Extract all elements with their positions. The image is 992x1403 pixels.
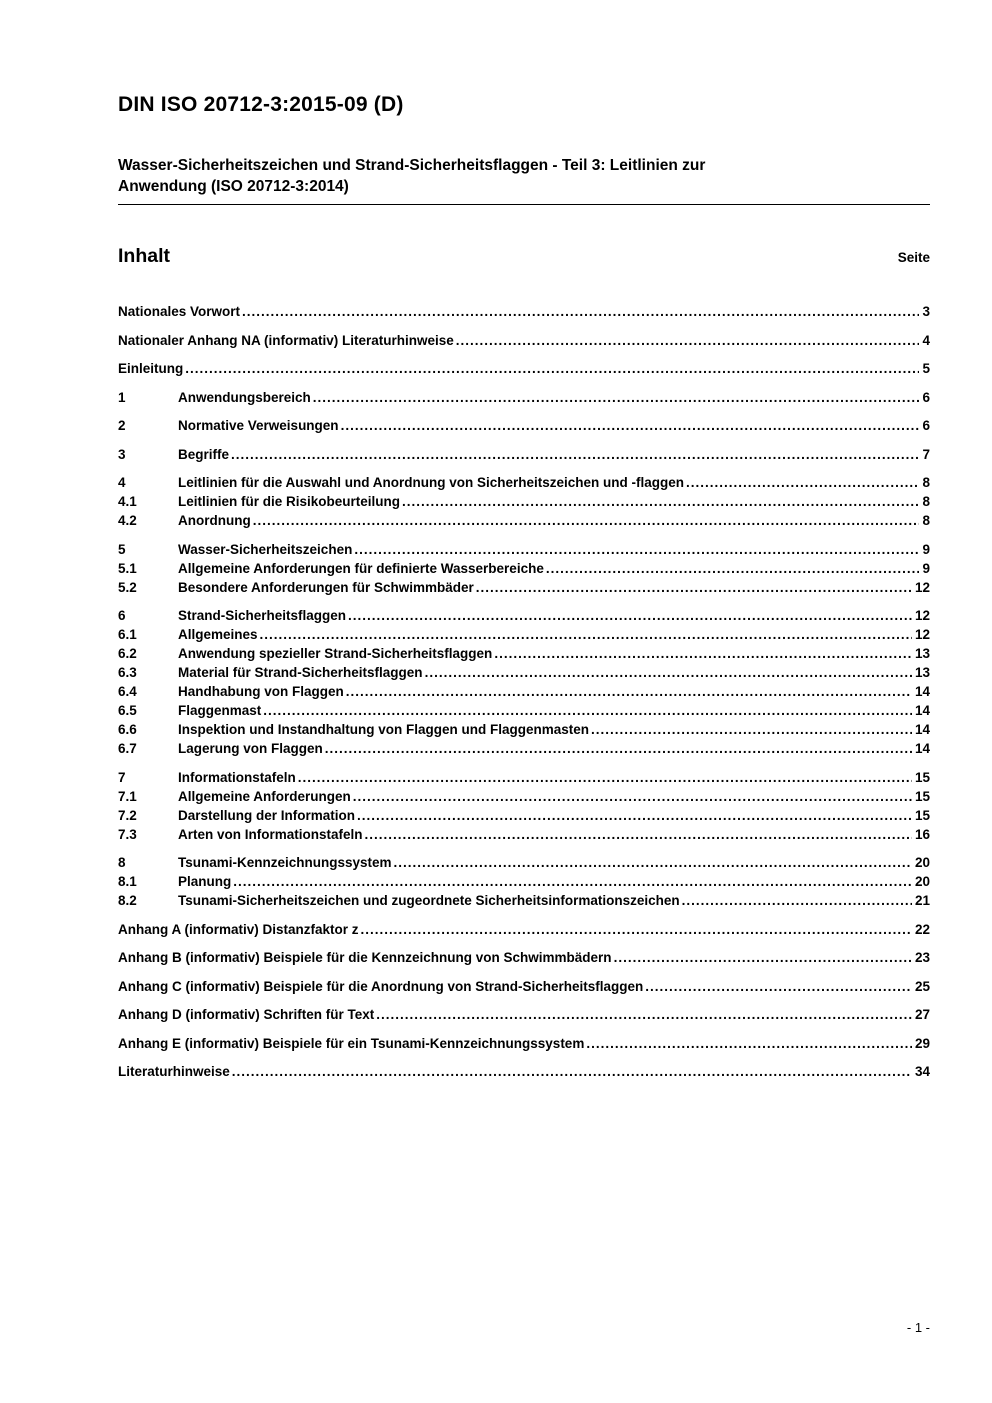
toc-entry-page: 8 — [922, 494, 930, 509]
toc-entry-page: 15 — [914, 769, 930, 785]
toc-entry[interactable] — [118, 359, 930, 378]
toc-dot-leader — [348, 606, 912, 625]
toc-entry-number: 7.2 — [118, 807, 137, 823]
toc-entry[interactable] — [118, 388, 930, 407]
toc-entry[interactable] — [118, 606, 930, 625]
toc-entry-number: 3 — [118, 446, 126, 462]
toc-entry-number: 4.2 — [118, 513, 137, 528]
toc-dot-leader — [260, 625, 912, 644]
toc-entry-page: 8 — [922, 475, 930, 490]
toc-group — [118, 606, 930, 758]
toc-entry-title: Anhang E (informativ) Beispiele für ein Tsunami-Kennzeichnungssystem — [118, 1035, 585, 1051]
toc-entry-number: 8 — [118, 855, 126, 870]
toc-group — [118, 948, 930, 967]
toc-entry-title: Informationstafeln — [178, 769, 296, 785]
toc-group — [118, 920, 930, 939]
toc-entry-page: 15 — [914, 788, 930, 804]
toc-dot-leader — [402, 492, 919, 511]
toc-entry-page: 21 — [914, 893, 930, 908]
toc-entry[interactable] — [118, 1062, 930, 1081]
toc-entry-number: 6.1 — [118, 627, 137, 642]
toc-dot-leader — [242, 302, 919, 321]
toc-entry[interactable] — [118, 540, 930, 559]
toc-entry[interactable] — [118, 948, 930, 967]
toc-group — [118, 540, 930, 597]
toc-entry[interactable] — [118, 682, 930, 701]
toc-entry-page: 20 — [914, 874, 930, 889]
toc-entry[interactable] — [118, 663, 930, 682]
toc-entry-page: 20 — [914, 855, 930, 870]
toc-entry[interactable] — [118, 559, 930, 578]
toc-dot-leader — [353, 787, 912, 806]
toc-dot-leader — [476, 578, 912, 597]
toc-dot-leader — [686, 473, 919, 492]
toc-entry-title: Anwendung spezieller Strand-Sicherheitsflaggen — [178, 646, 493, 661]
toc-dot-leader — [365, 825, 912, 844]
toc-dot-leader — [456, 331, 920, 350]
toc-entry[interactable] — [118, 768, 930, 787]
toc-entry[interactable] — [118, 720, 930, 739]
toc-dot-leader — [232, 1062, 912, 1081]
document-title-line1: Wasser-Sicherheitszeichen und Strand-Sicherheitsflaggen - Teil 3: Leitlinien zur — [118, 157, 706, 174]
toc-group — [118, 1062, 930, 1081]
toc-entry-page: 22 — [914, 921, 930, 937]
toc-dot-leader — [376, 1005, 912, 1024]
toc-entry-number: 4 — [118, 475, 126, 490]
toc-entry[interactable] — [118, 891, 930, 910]
toc-group — [118, 302, 930, 321]
toc-dot-leader — [645, 977, 912, 996]
toc-entry-number: 7.3 — [118, 826, 137, 842]
toc-entry-title: Anwendungsbereich — [178, 389, 311, 405]
toc-entry-title: Material für Strand-Sicherheitsflaggen — [178, 665, 423, 680]
toc-entry-title: Begriffe — [178, 446, 230, 462]
document-number: DIN ISO 20712-3:2015-09 (D) — [118, 93, 404, 116]
toc-entry-number: 5 — [118, 541, 126, 557]
toc-entry-title: Inspektion und Instandhaltung von Flaggen und Flaggenmasten — [178, 722, 590, 737]
toc-header — [118, 245, 930, 268]
toc-entry-title: Allgemeine Anforderungen — [178, 788, 351, 804]
toc-dot-leader — [425, 663, 912, 682]
toc-entry-number: 6.3 — [118, 665, 137, 680]
toc-entry-title: Besondere Anforderungen für Schwimmbäder — [178, 579, 474, 595]
toc-entry-number: 5.1 — [118, 560, 137, 576]
toc-entry-title: Normative Verweisungen — [178, 418, 339, 433]
toc-dot-leader — [357, 806, 912, 825]
toc-entry-page: 13 — [914, 646, 930, 661]
toc-entry-title: Flaggenmast — [178, 703, 262, 718]
toc-entry-number: 8.1 — [118, 874, 137, 889]
toc-entry-number: 6.2 — [118, 646, 137, 661]
toc-dot-leader — [586, 1034, 912, 1053]
toc-entry-page: 12 — [914, 579, 930, 595]
toc-entry-page: 12 — [914, 608, 930, 623]
toc-dot-leader — [263, 701, 912, 720]
toc-group — [118, 1005, 930, 1024]
toc-group — [118, 388, 930, 407]
toc-entry-page: 16 — [914, 826, 930, 842]
toc-entry-title: Anhang D (informativ) Schriften für Text — [118, 1007, 375, 1022]
toc-entry-title: Wasser-Sicherheitszeichen — [178, 541, 353, 557]
toc-dot-leader — [546, 559, 920, 578]
toc-entry-page: 13 — [914, 665, 930, 680]
toc-entry-page: 15 — [914, 807, 930, 823]
toc-group — [118, 1034, 930, 1053]
toc-entry-title: Leitlinien für die Auswahl und Anordnung von Sicherheitszeichen und -flaggen — [178, 475, 685, 490]
toc-dot-leader — [682, 891, 912, 910]
toc-entry-title: Anordnung — [178, 513, 251, 528]
toc-entry-title: Nationaler Anhang NA (informativ) Literaturhinweise — [118, 332, 454, 348]
toc-dot-leader — [233, 872, 912, 891]
table-of-contents — [118, 302, 930, 1081]
toc-entry[interactable] — [118, 739, 930, 758]
toc-entry-number: 4.1 — [118, 494, 137, 509]
toc-entry[interactable] — [118, 977, 930, 996]
toc-entry-page: 4 — [922, 332, 930, 348]
toc-entry-number: 7 — [118, 769, 126, 785]
toc-entry-title: Planung — [178, 874, 232, 889]
toc-dot-leader — [253, 511, 920, 530]
document-title — [118, 155, 930, 205]
toc-entry[interactable] — [118, 578, 930, 597]
document-title-line2: Anwendung (ISO 20712-3:2014) — [118, 178, 349, 195]
toc-entry-title: Anhang B (informativ) Beispiele für die Kennzeichnung von Schwimmbädern — [118, 950, 612, 965]
toc-entry[interactable] — [118, 701, 930, 720]
toc-dot-leader — [298, 768, 912, 787]
toc-entry-number: 5.2 — [118, 579, 137, 595]
toc-entry-page: 29 — [914, 1035, 930, 1051]
toc-group — [118, 473, 930, 530]
toc-entry[interactable] — [118, 625, 930, 644]
toc-entry-page: 9 — [922, 560, 930, 576]
toc-entry-title: Lagerung von Flaggen — [178, 741, 323, 756]
toc-entry-title: Arten von Informationstafeln — [178, 826, 363, 842]
toc-entry[interactable] — [118, 302, 930, 321]
toc-entry[interactable] — [118, 920, 930, 939]
toc-dot-leader — [591, 720, 912, 739]
toc-entry-number: 1 — [118, 389, 126, 405]
toc-entry-page: 8 — [922, 513, 930, 528]
toc-entry[interactable] — [118, 492, 930, 511]
toc-entry-number: 2 — [118, 418, 126, 433]
toc-entry-number: 6.4 — [118, 684, 137, 699]
toc-entry[interactable] — [118, 872, 930, 891]
toc-entry-page: 14 — [914, 703, 930, 718]
toc-entry-title: Strand-Sicherheitsflaggen — [178, 608, 347, 623]
toc-dot-leader — [394, 853, 912, 872]
toc-entry-page: 9 — [922, 541, 930, 557]
toc-entry-number: 8.2 — [118, 893, 137, 908]
toc-entry-page: 7 — [922, 446, 930, 462]
toc-entry-page: 23 — [914, 950, 930, 965]
toc-dot-leader — [231, 445, 919, 464]
toc-entry[interactable] — [118, 473, 930, 492]
toc-entry[interactable] — [118, 644, 930, 663]
toc-group — [118, 416, 930, 435]
toc-dot-leader — [361, 920, 912, 939]
toc-dot-leader — [313, 388, 920, 407]
toc-dot-leader — [354, 540, 919, 559]
toc-entry-title: Anhang A (informativ) Distanzfaktor z — [118, 921, 359, 937]
toc-entry-page: 14 — [914, 684, 930, 699]
toc-entry-number: 7.1 — [118, 788, 137, 804]
toc-entry-title: Allgemeine Anforderungen für definierte Wasserbereiche — [178, 560, 544, 576]
toc-entry-title: Handhabung von Flaggen — [178, 684, 344, 699]
toc-entry-title: Tsunami-Sicherheitszeichen und zugeordnete Sicherheitsinformationszeichen — [178, 893, 680, 908]
toc-dot-leader — [614, 948, 912, 967]
toc-group — [118, 977, 930, 996]
toc-group — [118, 853, 930, 910]
toc-entry[interactable] — [118, 511, 930, 530]
toc-entry-title: Darstellung der Information — [178, 807, 356, 823]
toc-entry[interactable] — [118, 445, 930, 464]
toc-dot-leader — [325, 739, 912, 758]
toc-entry-number: 6 — [118, 608, 126, 623]
toc-dot-leader — [185, 359, 919, 378]
toc-entry-page: 14 — [914, 741, 930, 756]
toc-entry-page: 6 — [922, 389, 930, 405]
toc-entry-title: Tsunami-Kennzeichnungssystem — [178, 855, 392, 870]
toc-group — [118, 331, 930, 350]
toc-heading: Inhalt — [118, 245, 170, 267]
toc-entry-title: Anhang C (informativ) Beispiele für die Anordnung von Strand-Sicherheitsflaggen — [118, 978, 644, 994]
toc-entry-title: Leitlinien für die Risikobeurteilung — [178, 494, 401, 509]
toc-entry-page: 34 — [914, 1064, 930, 1079]
toc-entry[interactable] — [118, 806, 930, 825]
page-number-footer: - 1 - — [906, 1320, 930, 1335]
toc-entry-page: 25 — [914, 978, 930, 994]
toc-entry[interactable] — [118, 1034, 930, 1053]
toc-dot-leader — [341, 416, 920, 435]
toc-entry-page: 14 — [914, 722, 930, 737]
toc-entry-number: 6.7 — [118, 741, 137, 756]
toc-dot-leader — [346, 682, 912, 701]
toc-entry-title: Nationales Vorwort — [118, 304, 241, 319]
toc-dot-leader — [494, 644, 912, 663]
toc-entry[interactable] — [118, 853, 930, 872]
toc-entry-page: 6 — [922, 418, 930, 433]
toc-entry-title: Literaturhinweise — [118, 1064, 230, 1079]
toc-entry-page: 5 — [922, 361, 930, 376]
toc-page-column-label: Seite — [897, 250, 930, 265]
toc-entry[interactable] — [118, 416, 930, 435]
toc-entry[interactable] — [118, 787, 930, 806]
toc-entry-page: 3 — [922, 304, 930, 319]
toc-entry[interactable] — [118, 1005, 930, 1024]
toc-entry-page: 27 — [914, 1007, 930, 1022]
toc-entry-number: 6.5 — [118, 703, 137, 718]
toc-entry-title: Einleitung — [118, 361, 184, 376]
toc-entry-page: 12 — [914, 627, 930, 642]
toc-group — [118, 445, 930, 464]
toc-group — [118, 359, 930, 378]
toc-entry[interactable] — [118, 331, 930, 350]
document-page — [118, 0, 930, 1081]
toc-entry-number: 6.6 — [118, 722, 137, 737]
toc-entry-title: Allgemeines — [178, 627, 258, 642]
toc-entry[interactable] — [118, 825, 930, 844]
toc-group — [118, 768, 930, 844]
